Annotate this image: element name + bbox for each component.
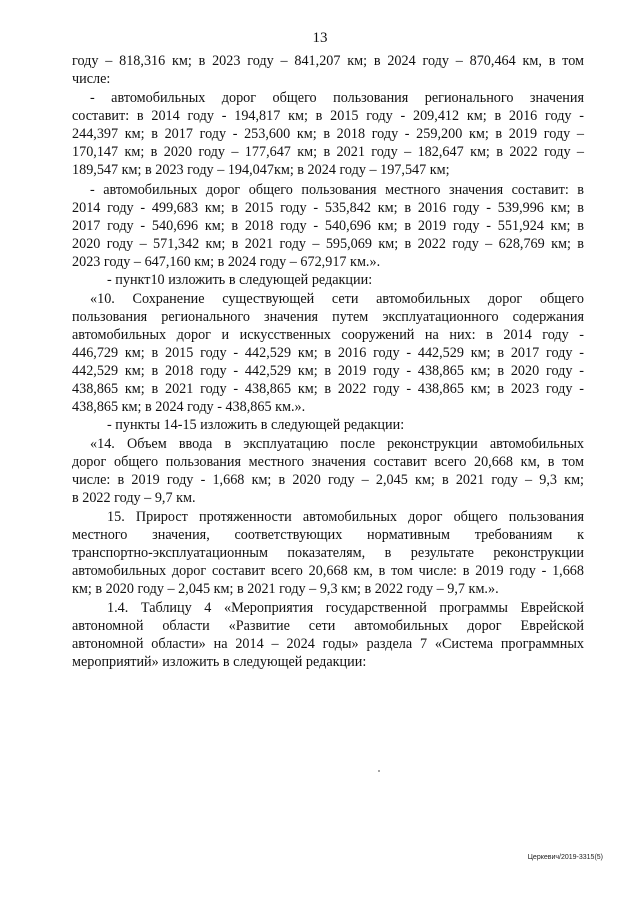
text-line: 438,865 км; в 2024 году - 438,865 км.».	[72, 399, 306, 415]
text-line: 15. Прирост протяженности автомобильных дорог общего пользования	[107, 509, 584, 525]
text-line: дорог общего пользования местного значения составит всего 20,668 км, в том	[72, 454, 584, 470]
text-line: мероприятий» изложить в следующей редакции:	[72, 654, 367, 670]
text-line: пользования регионального значения путем эксплуатационного содержания	[72, 309, 584, 325]
scan-speck	[378, 770, 380, 772]
text-line: 2017 году - 540,696 км; в 2018 году - 540,696 км; в 2019 году - 551,924 км; в	[72, 218, 584, 234]
text-line: 2023 году – 647,160 км; в 2024 году – 672,917 км.».	[72, 254, 381, 270]
text-line: 189,547 км; в 2023 году – 194,047км; в 2024 году – 197,547 км;	[72, 162, 450, 178]
text-line: 438,865 км; в 2021 году - 438,865 км; в 2022 году - 438,865 км; в 2023 году -	[72, 381, 584, 397]
text-line: числе:	[72, 71, 111, 87]
text-line: составит: в 2014 году - 194,817 км; в 2015 году - 209,412 км; в 2016 году -	[72, 108, 584, 124]
text-line: 1.4. Таблицу 4 «Мероприятия государственной программы Еврейской	[107, 600, 584, 616]
text-line: «10. Сохранение существующей сети автомобильных дорог общего	[90, 291, 584, 307]
text-line: 2014 году - 499,683 км; в 2015 году - 535,842 км; в 2016 году - 539,996 км; в	[72, 200, 584, 216]
text-line: в 2022 году – 9,7 км.	[72, 490, 196, 506]
text-line: км; в 2020 году – 2,045 км; в 2021 году – 9,3 км; в 2022 году – 9,7 км.».	[72, 581, 499, 597]
text-line: 2020 году – 571,342 км; в 2021 году – 595,069 км; в 2022 году – 628,769 км; в	[72, 236, 584, 252]
text-line: - пункт10 изложить в следующей редакции:	[107, 272, 373, 288]
text-line: «14. Объем ввода в эксплуатацию после реконструкции автомобильных	[90, 436, 584, 452]
text-line: местного значения, соответствующих нормативным требованиям к	[72, 527, 584, 543]
text-line: - автомобильных дорог общего пользования местного значения составит: в	[90, 182, 584, 198]
text-line: 446,729 км; в 2015 году - 442,529 км; в 2016 году - 442,529 км; в 2017 году -	[72, 345, 584, 361]
text-line: транспортно-эксплуатационным показателям, в результате реконструкции	[72, 545, 584, 561]
text-line: 244,397 км; в 2017 году - 253,600 км; в 2018 году - 259,200 км; в 2019 году –	[72, 126, 584, 142]
text-line: автономной области «Развитие сети автомобильных дорог Еврейской	[72, 618, 584, 634]
footer-reference: Церкевич/2019-3315(5)	[527, 854, 603, 861]
page-number: 13	[312, 30, 328, 46]
text-line: автомобильных дорог составит всего 20,668 км, в том числе: в 2019 году - 1,668	[72, 563, 584, 579]
text-line: автономной области» на 2014 – 2024 годы» раздела 7 «Система программных	[72, 636, 584, 652]
text-line: - пункты 14-15 изложить в следующей редакции:	[107, 417, 405, 433]
text-line: 170,147 км; в 2020 году – 177,647 км; в 2021 году – 182,647 км; в 2022 году –	[72, 144, 584, 160]
text-line: числе: в 2019 году - 1,668 км; в 2020 году – 2,045 км; в 2021 году – 9,3 км;	[72, 472, 584, 488]
text-line: автомобильных дорог и искусственных сооружений на них: в 2014 году -	[72, 327, 584, 343]
text-line: году – 818,316 км; в 2023 году – 841,207 км; в 2024 году – 870,464 км, в том	[72, 53, 584, 69]
text-line: - автомобильных дорог общего пользования регионального значения	[90, 90, 584, 106]
text-line: 442,529 км; в 2018 году - 442,529 км; в 2019 году - 438,865 км; в 2020 году -	[72, 363, 584, 379]
